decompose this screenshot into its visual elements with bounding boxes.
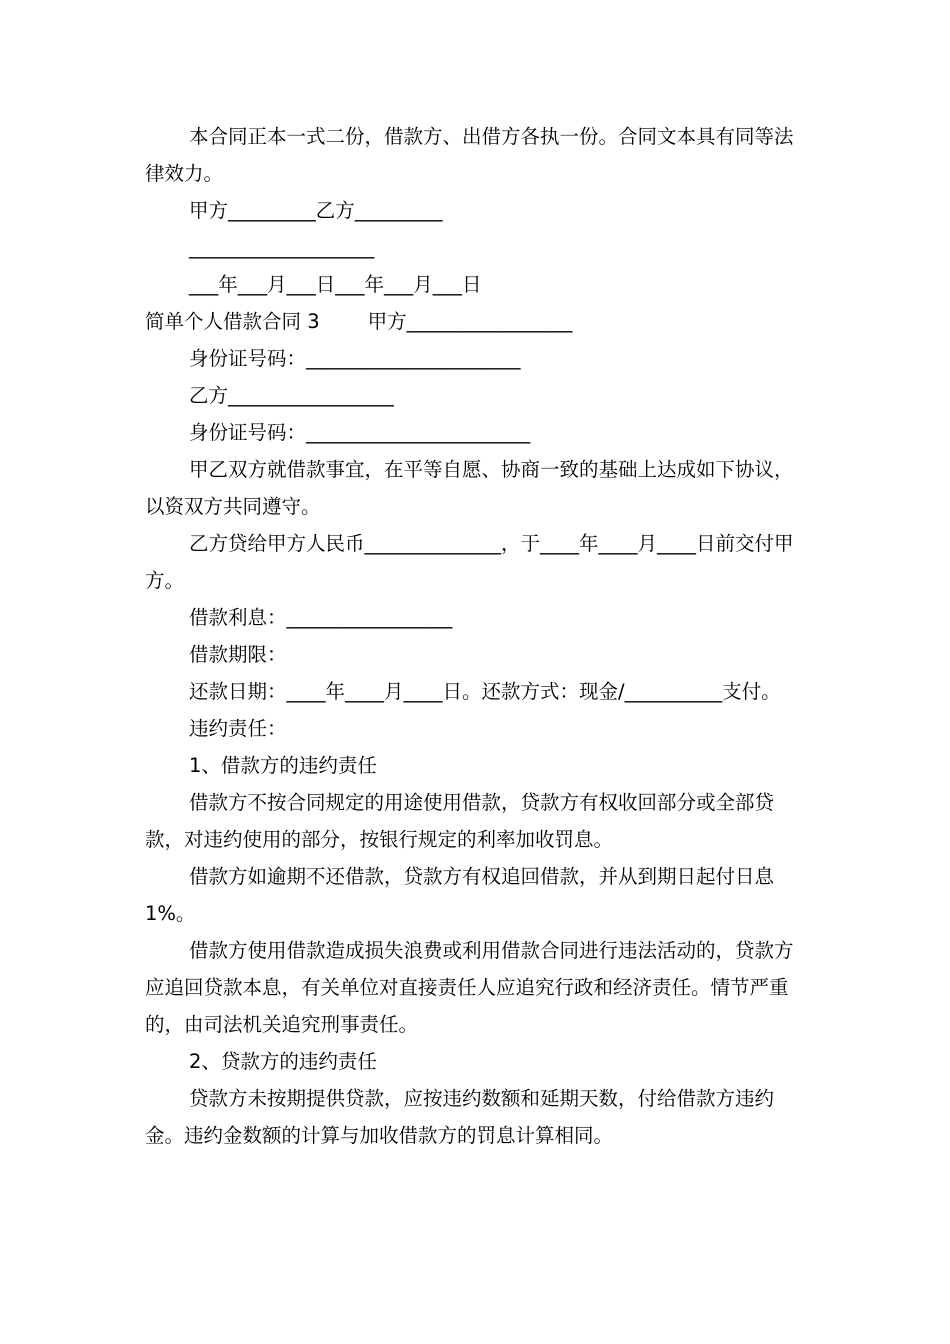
- paragraph-borrower-liability-3: 借款方使用借款造成损失浪费或利用借款合同进行违法活动的，贷款方应追回贷款本息，有关单位对直接责任人应追究行政和经济责任。情节严重的，由司法机关追究刑事责任。: [145, 939, 794, 1036]
- paragraph-agreement-intro: 甲乙双方就借款事宜，在平等自愿、协商一致的基础上达成如下协议，以资双方共同遵守。: [145, 458, 794, 518]
- paragraph-party-b-id: 身份证号码：_______________________: [189, 421, 531, 444]
- paragraph-repayment: 还款日期：____年____月____日。还款方式：现金/__________支付。: [189, 680, 781, 703]
- section-heading-line: [145, 303, 809, 340]
- paragraph-copies: 本合同正本一式二份，借款方、出借方各执一份。合同文本具有同等法律效力。: [145, 125, 794, 185]
- paragraph-signature-parties: 甲方_________乙方_________: [189, 199, 443, 222]
- paragraph-party-b: 乙方_________________: [189, 384, 394, 407]
- document-body: [145, 118, 809, 1154]
- paragraph-lender-liability-1: 贷款方未按期提供贷款，应按违约数额和延期天数，付给借款方违约金。违约金数额的计算与加收借款方的罚息计算相同。: [145, 1087, 775, 1147]
- paragraph-loan-amount: 乙方贷给甲方人民币______________，于____年____月____日前交付甲方。: [145, 532, 794, 592]
- paragraph-lender-liability-heading: 2、贷款方的违约责任: [189, 1050, 377, 1073]
- paragraph-party-a-id: 身份证号码：______________________: [189, 347, 521, 370]
- paragraph-term: 借款期限：: [189, 643, 287, 666]
- paragraph-borrower-liability-heading: 1、借款方的违约责任: [189, 754, 377, 777]
- paragraph-signature-dates: ___年___月___日___年___月___日: [189, 273, 482, 296]
- paragraph-borrower-liability-1: 借款方不按合同规定的用途使用借款，贷款方有权收回部分或全部贷款，对违约使用的部分，按银行规定的利率加收罚息。: [145, 791, 775, 851]
- party-a-line: 甲方_________________: [367, 310, 573, 333]
- section-title: 简单个人借款合同 3: [145, 310, 320, 333]
- paragraph-interest: 借款利息：_________________: [189, 606, 453, 629]
- paragraph-liability-heading: 违约责任：: [189, 717, 287, 740]
- paragraph-signature-blank: ___________________: [189, 236, 375, 259]
- paragraph-borrower-liability-2: 借款方如逾期不还借款，贷款方有权追回借款，并从到期日起付日息 1%。: [145, 865, 781, 925]
